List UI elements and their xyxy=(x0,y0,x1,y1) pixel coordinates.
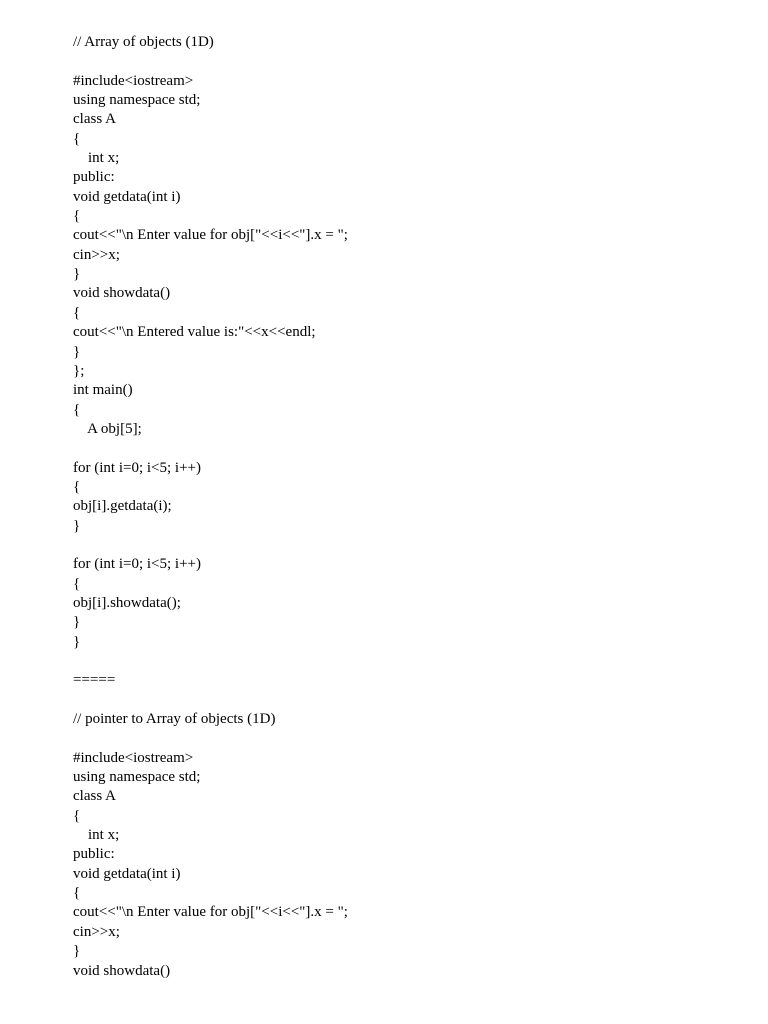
text-line: for (int i=0; i<5; i++) xyxy=(73,556,201,573)
blank-line xyxy=(73,691,348,710)
text-line: { xyxy=(73,130,81,147)
text-line: int x; xyxy=(73,150,120,167)
text-line: for (int i=0; i<5; i++) xyxy=(73,459,201,476)
text-line: void getdata(int i) xyxy=(73,865,181,882)
text-line: cout<<"\n Entered value is:"<<x<<endl; xyxy=(73,324,316,341)
text-line: int main() xyxy=(73,382,133,399)
text-line: int x; xyxy=(73,827,120,844)
text-line: { xyxy=(73,304,81,321)
text-line: }; xyxy=(73,362,85,379)
text-line: void showdata() xyxy=(73,962,171,979)
text-line: class A xyxy=(73,111,116,128)
text-line: } xyxy=(73,266,81,283)
blank-line xyxy=(73,439,348,458)
text-line: { xyxy=(73,401,81,418)
text-line: public: xyxy=(73,846,115,863)
text-line: cout<<"\n Enter value for obj["<<i<<"].x = "; xyxy=(73,904,348,921)
text-line: ===== xyxy=(73,672,116,689)
text-line: { xyxy=(73,575,81,592)
text-line: public: xyxy=(73,169,115,186)
text-line: } xyxy=(73,517,81,534)
text-line: cin>>x; xyxy=(73,923,120,940)
text-line: using namespace std; xyxy=(73,769,201,786)
blank-line xyxy=(73,729,348,748)
code-text-block xyxy=(73,33,348,981)
blank-line xyxy=(73,52,348,71)
text-line: } xyxy=(73,343,81,360)
text-line: using namespace std; xyxy=(73,92,201,109)
text-line: void showdata() xyxy=(73,285,171,302)
text-line: { xyxy=(73,478,81,495)
text-line: } xyxy=(73,633,81,650)
text-line: } xyxy=(73,943,81,960)
text-line: obj[i].showdata(); xyxy=(73,594,181,611)
text-line: // Array of objects (1D) xyxy=(73,34,214,50)
text-line: // pointer to Array of objects (1D) xyxy=(73,711,276,728)
blank-line xyxy=(73,652,348,671)
text-line: class A xyxy=(73,788,116,805)
text-line: #include<iostream> xyxy=(73,749,194,766)
text-line: A obj[5]; xyxy=(73,420,142,437)
text-line: { xyxy=(73,807,81,824)
text-line: obj[i].getdata(i); xyxy=(73,498,172,515)
text-line: #include<iostream> xyxy=(73,72,194,89)
text-line: } xyxy=(73,614,81,631)
text-line: cin>>x; xyxy=(73,246,120,263)
text-line: void getdata(int i) xyxy=(73,188,181,205)
text-line: { xyxy=(73,885,81,902)
blank-line xyxy=(73,536,348,555)
text-line: cout<<"\n Enter value for obj["<<i<<"].x = "; xyxy=(73,227,348,244)
text-line: { xyxy=(73,208,81,225)
